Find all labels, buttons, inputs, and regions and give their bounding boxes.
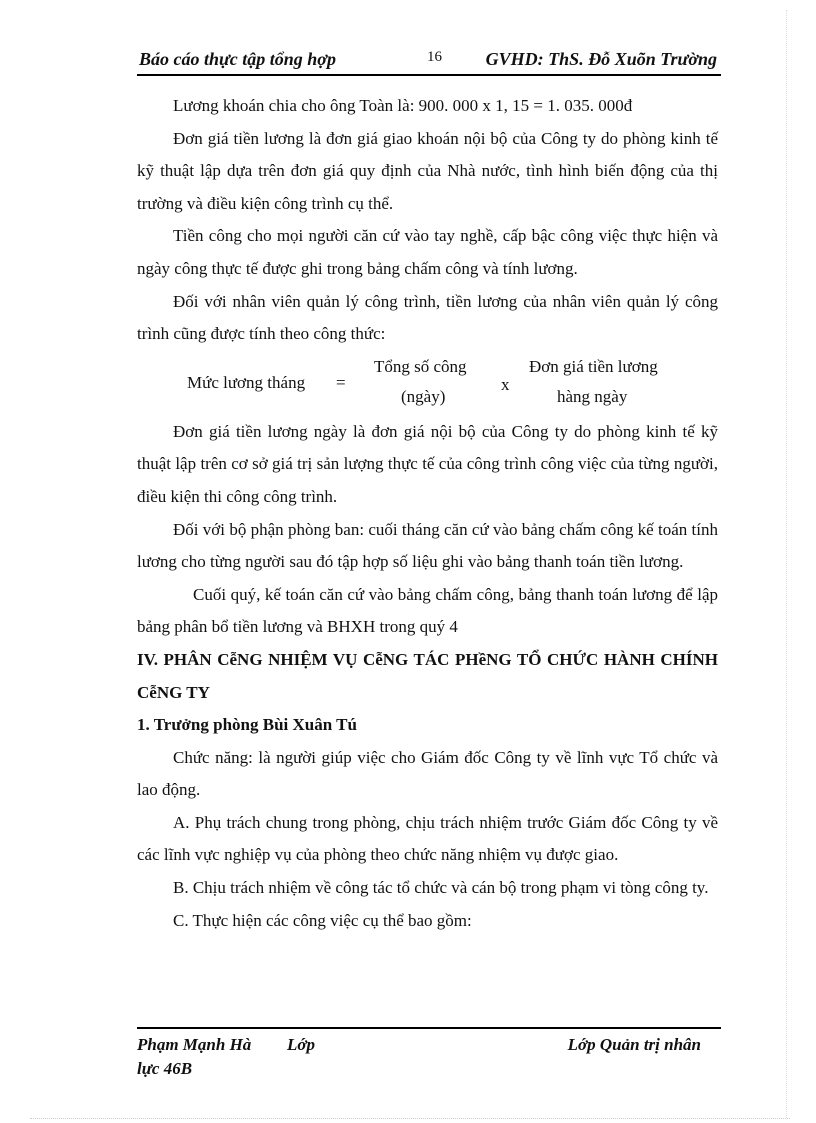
formula-numerator-1: Tổng số công [374, 356, 467, 376]
page-number: 16 [427, 49, 442, 65]
paragraph-9: A. Phụ trách chung trong phòng, chịu trách nhiệm trước Giám đốc Công ty về các lĩnh vực nghiệp vụ của phòng theo chức năng nhiệm vụ được giao. [137, 812, 718, 865]
paragraph-8: Chức năng: là người giúp việc cho Giám đốc Công ty về lĩnh vực Tổ chức và lao động. [137, 747, 718, 800]
footer-class-continuation: lực 46B [137, 1059, 193, 1078]
formula-denominator-1: (ngày) [401, 386, 446, 406]
formula-numerator-2: Đơn giá tiền lương [529, 356, 658, 376]
paragraph-7: Cuối quý, kế toán căn cứ vào bảng chấm công, bảng thanh toán lương để lập bảng phân bổ tiền lương và BHXH trong quý 4 [137, 584, 718, 637]
paragraph-1: Lương khoán chia cho ông Toàn là: 900. 000 x 1, 15 = 1. 035. 000đ [173, 96, 633, 115]
paragraph-10: B. Chịu trách nhiệm về công tác tổ chức và cán bộ trong phạm vi tòng công ty. [173, 878, 709, 898]
page-edge-divider [30, 1118, 790, 1119]
document-body [137, 90, 718, 937]
header-supervisor: GVHD: ThS. Đỗ Xuõn Trường [485, 49, 717, 69]
paragraph-4: Đối với nhân viên quản lý công trình, tiền lương của nhân viên quản lý công trình cũng được tính theo công thức: [137, 291, 718, 344]
subsection-heading: 1. Trưởng phòng Bùi Xuân Tú [137, 715, 357, 735]
paragraph-5: Đơn giá tiền lương ngày là đơn giá nội bộ của Công ty do phòng kinh tế kỹ thuật lập trên cơ sở giá trị sản lượng thực tế của công trình công việc của từng người, điều kiện thi công công trình. [137, 421, 718, 506]
page-header [137, 46, 721, 76]
salary-formula [137, 351, 718, 416]
paragraph-11: C. Thực hiện các công việc cụ thể bao gồm: [173, 910, 472, 930]
page-edge-divider-vertical [786, 10, 787, 1118]
footer-class-name: Lớp Quản trị nhân [567, 1035, 701, 1054]
formula-equals: = [336, 372, 346, 392]
paragraph-6: Đối với bộ phận phòng ban: cuối tháng căn cứ vào bảng chấm công kế toán tính lương cho từng người sau đó tập hợp số liệu ghi vào bảng thanh toán tiền lương. [137, 519, 718, 572]
formula-denominator-2: hàng ngày [557, 386, 628, 406]
paragraph-3: Tiền công cho mọi người căn cứ vào tay nghề, cấp bậc công việc thực hiện và ngày công thực tế được ghi trong bảng chấm công và tính lương. [137, 226, 718, 278]
section-heading: IV. PHÂN CễNG NHIỆM VỤ CễNG TÁC PHềNG TỔ CHỨC HÀNH CHÍNH CễNG TY [137, 649, 718, 702]
formula-times: x [501, 374, 510, 394]
footer-author: Phạm Mạnh Hà [137, 1035, 252, 1054]
footer-class-label: Lớp [287, 1035, 316, 1054]
formula-left: Mức lương tháng [187, 372, 306, 392]
page-footer [137, 1027, 721, 1089]
paragraph-2: Đơn giá tiền lương là đơn giá giao khoán nội bộ của Công ty do phòng kinh tế kỹ thuật lập dựa trên đơn giá quy định của Nhà nước, tình hình biến động của thị trường và điều kiện công trình cụ thể. [137, 128, 718, 213]
header-report-title: Báo cáo thực tập tổng hợp [139, 49, 336, 69]
